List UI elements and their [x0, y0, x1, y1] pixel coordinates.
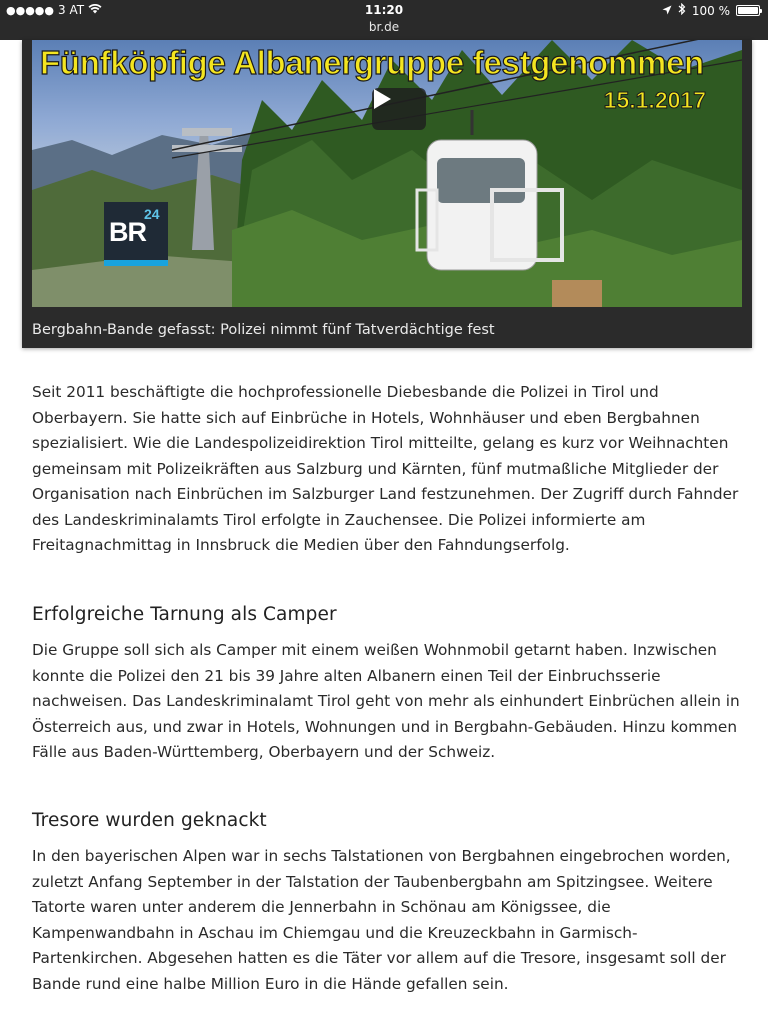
play-icon	[372, 88, 392, 110]
signal-dots-icon: ●●●●●	[6, 3, 54, 17]
location-arrow-icon	[662, 4, 672, 18]
bluetooth-icon	[678, 3, 686, 18]
video-player[interactable]	[22, 40, 752, 348]
play-button[interactable]	[372, 88, 426, 130]
video-date: 15.1.2017	[603, 87, 706, 113]
battery-percent: 100 %	[691, 3, 730, 18]
article-paragraph: In den bayerischen Alpen war in sechs Talstationen von Bergbahnen eingebrochen worden, zuletzt Anfang September in der Talstation der Taubenbergbahn am Spitzingsee. Weitere Tatorte waren unter anderem die Jennerbahn in Schönau am Königssee, die Kampenwandbahn in Aschau im Chiemgau und die Kreuzeckbahn in Garmisch-Partenkirchen. Abgesehen hatten es die Täter vor allem auf die Tresore, insgesamt soll der Bande rund eine halbe Million Euro in die Hände gefallen sein.	[32, 847, 731, 993]
battery-icon	[736, 5, 760, 16]
article-subheading: Tresore wurden geknackt	[32, 810, 267, 831]
article-paragraph: Seit 2011 beschäftigte die hochprofessionelle Diebesbande die Polizei in Tirol und Oberbayern. Sie hatte sich auf Einbrüche in Hotels, Wohnhäuser und eben Bergbahnen spezialisiert. Wie die Landespolizeidirektion Tirol mitteilte, gelang es kurz vor Weihnachten gemeinsam mit Polizeikräften aus Salzburg und Kärnten, fünf mutmaßliche Mitglieder der Organisation nach Einbrüchen im Salzburger Land festzunehmen. Der Zugriff durch Fahnder des Landeskriminalamts Tirol erfolgte in Zauchensee. Die Polizei informierte am Freitagnachmittag in Innsbruck die Medien über den Fahndungserfolg.	[32, 383, 739, 554]
address-bar-url[interactable]: br.de	[368, 20, 400, 34]
article-subheading: Erfolgreiche Tarnung als Camper	[32, 604, 337, 625]
status-right	[662, 3, 760, 18]
br24-logo-bar	[104, 260, 168, 266]
clock: 11:20	[364, 3, 404, 17]
video-headline: Fünfköpfige Albanergruppe festgenommen	[40, 44, 704, 81]
br24-logo-text: BR	[109, 217, 146, 247]
carrier-label: 3 AT	[58, 3, 85, 17]
br24-logo	[104, 202, 168, 266]
video-caption: Bergbahn-Bande gefasst: Polizei nimmt fünf Tatverdächtige fest	[32, 322, 495, 338]
br24-logo-number: 24	[144, 206, 160, 222]
status-bar	[0, 0, 768, 40]
video-thumbnail[interactable]	[32, 40, 742, 307]
article-paragraph: Die Gruppe soll sich als Camper mit einem weißen Wohnmobil getarnt haben. Inzwischen konnte die Polizei den 21 bis 39 Jahre alten Albanern einen Teil der Einbruchsserie nachweisen. Das Landeskriminalamt Tirol geht von mehr als einhundert Einbrüchen allein in Österreich aus, und zwar in Hotels, Wohnungen und in Bergbahn-Gebäuden. Hinzu kommen Fälle aus Baden-Württemberg, Oberbayern und der Schweiz.	[32, 641, 740, 761]
